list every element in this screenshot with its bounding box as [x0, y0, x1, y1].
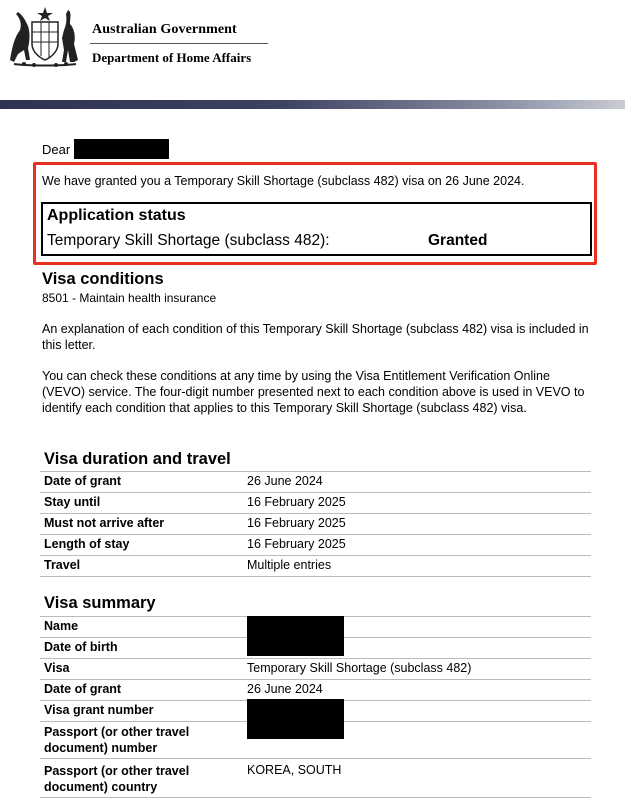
row-value: 16 February 2025 [247, 495, 346, 509]
row-label: Date of grant [44, 474, 122, 488]
table-row [40, 659, 591, 680]
vevo-paragraph: You can check these conditions at any time by using the Visa Entitlement Verification Online (VEVO) service. The four-digit number presented next to each condition above is used in VEVO to identify each condition that applies to this Temporary Skill Shortage (subclass 482) visa. [42, 369, 585, 415]
row-label: Stay until [44, 495, 101, 509]
table-row [40, 556, 591, 577]
row-value: 26 June 2024 [247, 682, 323, 696]
table-row [40, 472, 591, 493]
row-label: Visa [44, 661, 70, 675]
row-label: Passport (or other travel document) country [44, 764, 190, 794]
table-row [40, 535, 591, 556]
row-label: Travel [44, 558, 81, 572]
table-row [40, 680, 591, 701]
department-name: Department of Home Affairs [92, 50, 252, 65]
row-value: KOREA, SOUTH [247, 763, 342, 777]
row-label: Date of grant [44, 682, 122, 696]
row-label: Date of birth [44, 640, 118, 654]
letterhead [0, 0, 625, 100]
application-status-box [41, 202, 592, 256]
duration-heading: Visa duration and travel [44, 450, 231, 468]
redacted-grant-passport-number [247, 699, 344, 739]
duration-table [40, 471, 591, 577]
conditions-heading: Visa conditions [42, 270, 164, 288]
table-row [40, 493, 591, 514]
government-name: Australian Government [92, 22, 237, 37]
grant-sentence: We have granted you a Temporary Skill Shortage (subclass 482) visa on 26 June 2024. [42, 174, 525, 188]
redacted-name-dob [247, 616, 344, 656]
row-value: 26 June 2024 [247, 474, 323, 488]
summary-heading: Visa summary [44, 594, 156, 612]
header-band [0, 100, 625, 109]
coat-of-arms-icon [4, 4, 86, 68]
row-label: Name [44, 619, 79, 633]
conditions-explanation: An explanation of each condition of this Temporary Skill Shortage (subclass 482) visa is included in this letter. [42, 322, 589, 352]
row-label: Passport (or other travel document) number [44, 725, 190, 755]
redacted-recipient-name [74, 139, 169, 159]
header-rule [90, 43, 268, 44]
table-row [40, 514, 591, 535]
row-value: 16 February 2025 [247, 516, 346, 530]
table-row [40, 759, 591, 798]
row-label: Must not arrive after [44, 516, 165, 530]
row-value: Temporary Skill Shortage (subclass 482) [247, 661, 472, 675]
row-value: Multiple entries [247, 558, 332, 572]
salutation: Dear [42, 142, 71, 157]
status-value: Granted [428, 232, 488, 249]
status-visa-label: Temporary Skill Shortage (subclass 482): [47, 232, 330, 249]
condition-item: 8501 - Maintain health insurance [42, 291, 217, 305]
row-value: 16 February 2025 [247, 537, 346, 551]
row-label: Visa grant number [44, 703, 154, 717]
status-title: Application status [47, 207, 186, 224]
row-label: Length of stay [44, 537, 130, 551]
